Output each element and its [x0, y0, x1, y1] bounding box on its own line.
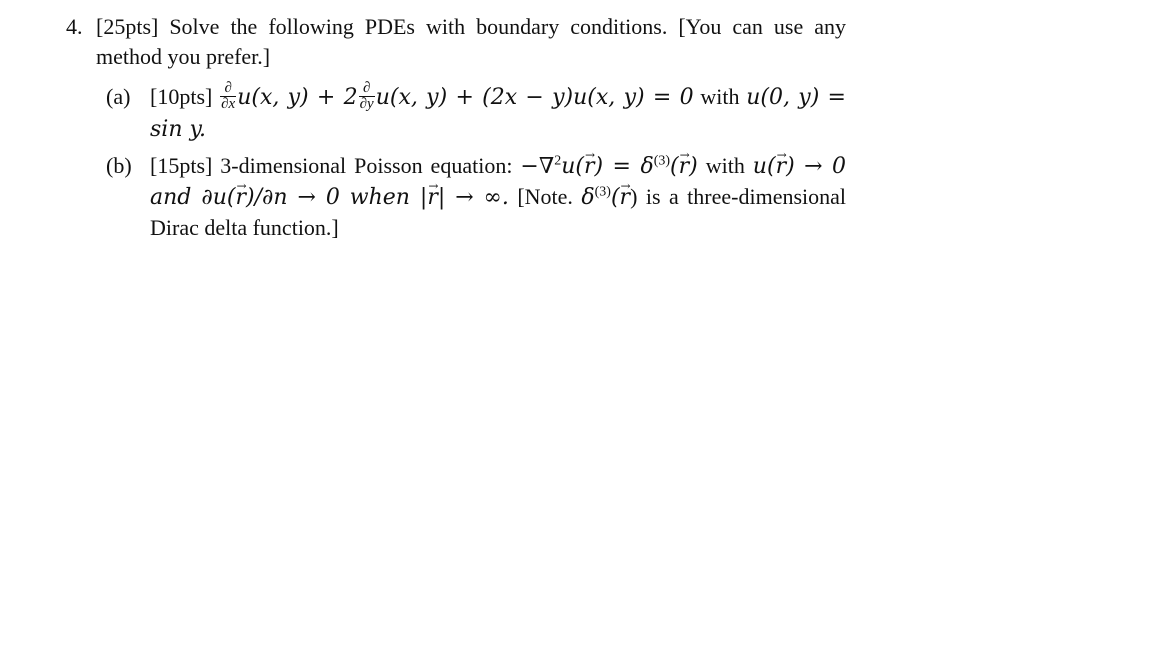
- laplacian-operator: −∇: [520, 154, 555, 180]
- bc2-tail: | → ∞.: [437, 185, 509, 211]
- problem-4: [66, 12, 846, 249]
- partial-y-fraction: [359, 81, 375, 112]
- note-start: [Note.: [508, 184, 582, 210]
- problem-intro: [25pts] Solve the following PDEs with boundary conditions. [You can use any method you prefer.]: [96, 14, 846, 69]
- bc1-rest: ) → 0 and: [150, 154, 847, 211]
- part-a-label: (a): [106, 84, 131, 109]
- part-b-label: (b): [106, 153, 132, 179]
- part-a-with: with: [693, 84, 747, 109]
- bc1-u: u(: [752, 154, 776, 180]
- delta-close: ): [689, 154, 698, 180]
- partial-y-denominator: ∂y: [359, 96, 374, 113]
- position-vector-r-2: → r: [679, 152, 690, 182]
- part-b-with: with: [697, 153, 753, 179]
- part-b-text1: 3-dimensional Poisson equation:: [220, 153, 521, 179]
- poisson-close: ): [594, 154, 604, 180]
- bc2-rest: )/∂n → 0 when |: [245, 185, 428, 211]
- part-b-points: [15pts]: [150, 153, 213, 179]
- poisson-u: u(: [561, 154, 584, 180]
- problem-header: [66, 12, 846, 72]
- note-end: ) is a three-dimensional Dirac delta function.]: [150, 184, 847, 241]
- position-vector-r-6: → r: [620, 183, 631, 213]
- position-vector-r-3: → r: [776, 152, 787, 182]
- poisson-equals: =: [603, 154, 641, 180]
- laplacian-exponent: 2: [554, 154, 562, 170]
- delta-symbol: δ: [640, 154, 654, 180]
- partial-x-fraction: [220, 81, 236, 112]
- note-delta: δ: [581, 185, 595, 211]
- part-a: [106, 82, 846, 145]
- position-vector-r-4: → r: [235, 183, 246, 213]
- part-a-term1: u(x, y) + 2: [237, 85, 358, 110]
- delta-superscript: (3): [653, 154, 671, 170]
- part-a-term2: u(x, y) + (2x − y)u(x, y) = 0: [375, 85, 694, 110]
- delta-open: (: [670, 154, 679, 180]
- note-open: (: [610, 185, 620, 211]
- part-b-body: [150, 151, 846, 243]
- bc2-du: ∂u(: [201, 185, 236, 211]
- position-vector-r-5: → r: [427, 183, 438, 213]
- part-a-boundary-condition: u(0, y) = sin y.: [150, 85, 846, 143]
- partial-x-denominator: ∂x: [221, 96, 236, 113]
- part-b: [106, 151, 846, 243]
- partial-y-numerator: ∂: [359, 81, 375, 97]
- part-a-body: [150, 82, 846, 145]
- partial-x-numerator: ∂: [220, 81, 236, 97]
- note-delta-superscript: (3): [594, 185, 611, 201]
- part-a-points: [10pts]: [150, 84, 213, 109]
- problem-parts: [106, 82, 846, 243]
- problem-number: 4.: [66, 14, 83, 39]
- position-vector-r: → r: [584, 152, 595, 182]
